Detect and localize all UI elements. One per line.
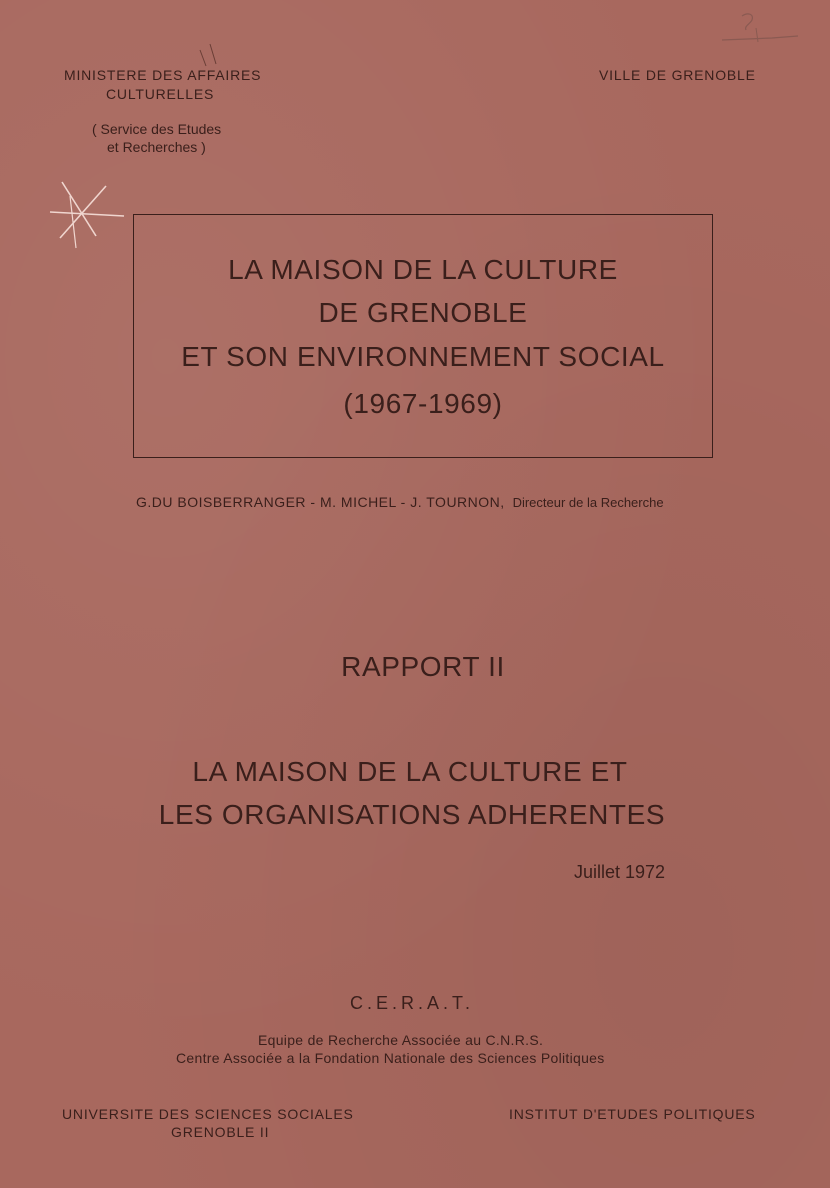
service-line-1: ( Service des Etudes bbox=[92, 121, 222, 137]
authors-names: G.DU BOISBERRANGER - M. MICHEL - J. TOURNON, bbox=[136, 494, 505, 510]
cerat-line-1: Equipe de Recherche Associée au C.N.R.S. bbox=[258, 1032, 544, 1048]
title-line-1: LA MAISON DE LA CULTURE bbox=[228, 254, 618, 285]
cerat-acronym: C.E.R.A.T. bbox=[350, 993, 475, 1013]
university-line-2: GRENOBLE II bbox=[171, 1124, 270, 1140]
ministry-line-2: CULTURELLES bbox=[106, 86, 215, 102]
handwritten-cross-mark bbox=[40, 176, 130, 256]
title-line-4: (1967-1969) bbox=[343, 388, 503, 419]
university-line-1: UNIVERSITE DES SCIENCES SOCIALES bbox=[62, 1106, 354, 1122]
title-frame bbox=[133, 214, 713, 458]
authors-role: Directeur de la Recherche bbox=[512, 495, 664, 510]
institute-label: INSTITUT D'ETUDES POLITIQUES bbox=[509, 1106, 756, 1122]
handwritten-mark-top-right bbox=[712, 8, 802, 48]
report-subtitle-line-2: LES ORGANISATIONS ADHERENTES bbox=[158, 799, 666, 830]
report-label: RAPPORT II bbox=[341, 651, 505, 682]
title-line-2: DE GRENOBLE bbox=[318, 297, 528, 328]
authors-line bbox=[136, 494, 664, 510]
title-line-3: ET SON ENVIRONNEMENT SOCIAL bbox=[181, 341, 665, 372]
service-line-2: et Recherches ) bbox=[107, 139, 206, 155]
city-label: VILLE DE GRENOBLE bbox=[599, 67, 756, 83]
report-date: Juillet 1972 bbox=[574, 862, 666, 882]
ministry-line-1: MINISTERE DES AFFAIRES bbox=[64, 67, 262, 83]
report-subtitle-line-1: LA MAISON DE LA CULTURE ET bbox=[192, 756, 628, 787]
cerat-line-2: Centre Associée a la Fondation Nationale des Sciences Politiques bbox=[176, 1050, 605, 1066]
